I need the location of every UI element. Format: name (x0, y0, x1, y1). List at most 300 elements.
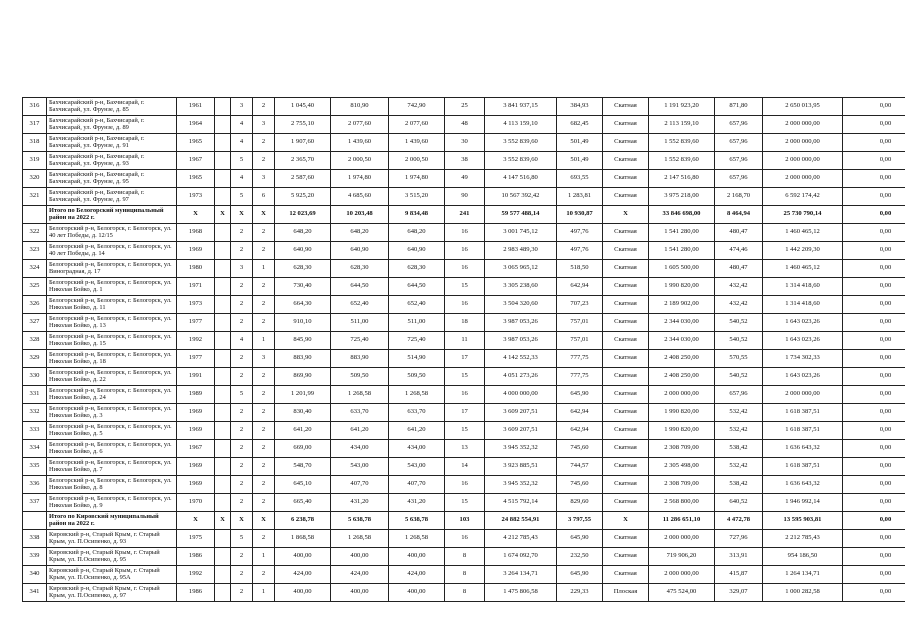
cell-specific-cost: 329,07 (715, 584, 763, 602)
cell-residents: 8 (445, 548, 485, 566)
cell-living-area: 652,40 (331, 296, 389, 314)
table-row (23, 98, 905, 116)
cell-fund-cost: 2 000 000,00 (649, 530, 715, 548)
cell-residents: 18 (445, 314, 485, 332)
cell-cost-per-sqm: 384,93 (557, 98, 603, 116)
cell-cost-per-sqm: 777,75 (557, 350, 603, 368)
cell-entrances: 2 (253, 98, 275, 116)
cell-cost-per-sqm: 1 283,81 (557, 188, 603, 206)
cell-roof-type: Плоская (603, 584, 649, 602)
cell-total-area: 2 755,10 (275, 116, 331, 134)
cell-entrances: 2 (253, 530, 275, 548)
cell-total-area: 424,00 (275, 566, 331, 584)
cell-other-cost: 0,00 (843, 134, 905, 152)
cell-residential-area: 633,70 (389, 404, 445, 422)
cell-entrances: 2 (253, 476, 275, 494)
cell-cost-per-sqm: 757,01 (557, 332, 603, 350)
cell-fund-cost: 1 990 820,00 (649, 422, 715, 440)
cell-other-cost: 0,00 (843, 476, 905, 494)
cell-living-area: 1 268,58 (331, 530, 389, 548)
cell-roof-type: Скатная (603, 242, 649, 260)
cell-residential-area: 652,40 (389, 296, 445, 314)
cell-year-renovated (215, 494, 231, 512)
cell-address: Белогорский р-н, Белогорск, г. Белогорск, ул. Николая Бойко, д. 11 (47, 296, 177, 314)
cell-residents: 16 (445, 260, 485, 278)
cell-residential-area: 742,90 (389, 98, 445, 116)
cell-address: Белогорский р-н, Белогорск, г. Белогорск, ул. 40 лет Победы, д. 12/15 (47, 224, 177, 242)
cell-year-renovated (215, 242, 231, 260)
cell-total-area: 12 023,69 (275, 206, 331, 224)
cell-total-area: 6 238,78 (275, 512, 331, 530)
cell-year-built: 1986 (177, 584, 215, 602)
cell-other-cost: 0,00 (843, 368, 905, 386)
cell-year-renovated (215, 116, 231, 134)
cell-cost-per-sqm: 757,01 (557, 314, 603, 332)
cell-limit-cost: 1 618 387,51 (763, 404, 843, 422)
cell-residents: 16 (445, 530, 485, 548)
cell-cost-per-sqm: 642,94 (557, 404, 603, 422)
cell-floors: 2 (231, 296, 253, 314)
cell-roof-type: Скатная (603, 170, 649, 188)
cell-fund-cost: 2 308 709,00 (649, 440, 715, 458)
cell-other-cost: 0,00 (843, 224, 905, 242)
cell-year-renovated (215, 548, 231, 566)
cell-year-renovated (215, 350, 231, 368)
cell-specific-cost: 474,46 (715, 242, 763, 260)
cell-year-renovated (215, 476, 231, 494)
cell-floors: 2 (231, 584, 253, 602)
cell-fund-cost: 2 000 000,00 (649, 566, 715, 584)
cell-limit-cost: 2 000 000,00 (763, 386, 843, 404)
cell-fund-cost: 1 990 820,00 (649, 278, 715, 296)
cell-year-renovated (215, 530, 231, 548)
cell-residents: 15 (445, 494, 485, 512)
cell-limit-cost: 1 618 387,51 (763, 458, 843, 476)
cell-roof-type: Скатная (603, 530, 649, 548)
cell-entrances: 2 (253, 386, 275, 404)
cell-repair-cost-total: 3 923 885,51 (485, 458, 557, 476)
cell-residents: 8 (445, 566, 485, 584)
cell-other-cost: 0,00 (843, 206, 905, 224)
cell-living-area: 2 077,60 (331, 116, 389, 134)
cell-floors: 2 (231, 404, 253, 422)
cell-total-area: 665,40 (275, 494, 331, 512)
cell-repair-cost-total: 4 000 000,00 (485, 386, 557, 404)
cell-floors: 5 (231, 188, 253, 206)
cell-living-area: 509,50 (331, 368, 389, 386)
cell-roof-type: Скатная (603, 404, 649, 422)
cell-specific-cost: 2 168,70 (715, 188, 763, 206)
cell-total-area: 641,20 (275, 422, 331, 440)
cell-specific-cost: 657,96 (715, 134, 763, 152)
cell-year-built: 1967 (177, 440, 215, 458)
cell-limit-cost: 1 636 643,32 (763, 440, 843, 458)
cell-cost-per-sqm: 744,57 (557, 458, 603, 476)
cell-roof-type: Скатная (603, 116, 649, 134)
cell-living-area: 725,40 (331, 332, 389, 350)
cell-floors: 4 (231, 170, 253, 188)
cell-total-area: 1 045,40 (275, 98, 331, 116)
cell-total-area: 640,90 (275, 242, 331, 260)
cell-living-area: 434,00 (331, 440, 389, 458)
cell-limit-cost: 2 000 000,00 (763, 134, 843, 152)
document-page (22, 97, 892, 602)
cell-other-cost: 0,00 (843, 458, 905, 476)
cell-address: Бахчисарайский р-н, Бахчисарай, г. Бахчисарай, ул. Фрунзе, д. 93 (47, 152, 177, 170)
cell-entrances: 2 (253, 494, 275, 512)
cell-fund-cost: 719 906,20 (649, 548, 715, 566)
cell-limit-cost: 1 460 465,12 (763, 260, 843, 278)
cell-residential-area: 1 439,60 (389, 134, 445, 152)
cell-residential-area: 640,90 (389, 242, 445, 260)
cell-year-built: 1968 (177, 224, 215, 242)
cell-address: Белогорский р-н, Белогорск, г. Белогорск, ул. Николая Бойко, д. 22 (47, 368, 177, 386)
cell-repair-cost-total: 24 882 554,91 (485, 512, 557, 530)
cell-repair-cost-total: 4 515 792,14 (485, 494, 557, 512)
cell-row-number: 333 (23, 422, 47, 440)
cell-specific-cost: 640,52 (715, 494, 763, 512)
cell-address: Белогорский р-н, Белогорск, г. Белогорск, ул. Николая Бойко, д. 5 (47, 422, 177, 440)
cell-year-renovated (215, 314, 231, 332)
cell-row-number: 338 (23, 530, 47, 548)
cell-floors: 2 (231, 566, 253, 584)
cell-total-area: 730,40 (275, 278, 331, 296)
cell-floors: 4 (231, 332, 253, 350)
cell-cost-per-sqm: 745,60 (557, 440, 603, 458)
cell-roof-type: Скатная (603, 152, 649, 170)
cell-year-built: 1971 (177, 278, 215, 296)
cell-cost-per-sqm: 501,49 (557, 134, 603, 152)
cell-year-built: 1986 (177, 548, 215, 566)
cell-specific-cost: 432,42 (715, 278, 763, 296)
cell-entrances: 3 (253, 350, 275, 368)
cell-repair-cost-total: 3 504 320,60 (485, 296, 557, 314)
cell-total-area: 830,40 (275, 404, 331, 422)
cell-specific-cost: 415,87 (715, 566, 763, 584)
cell-fund-cost: 1 541 280,00 (649, 242, 715, 260)
cell-residents: 16 (445, 224, 485, 242)
cell-other-cost: 0,00 (843, 566, 905, 584)
cell-year-built: 1969 (177, 458, 215, 476)
cell-row-number: 329 (23, 350, 47, 368)
cell-year-renovated (215, 278, 231, 296)
cell-total-area: 664,30 (275, 296, 331, 314)
table-row (23, 134, 905, 152)
cell-row-number: 319 (23, 152, 47, 170)
cell-limit-cost: 2 000 000,00 (763, 152, 843, 170)
cell-cost-per-sqm: 497,76 (557, 224, 603, 242)
cell-other-cost: 0,00 (843, 404, 905, 422)
cell-cost-per-sqm: 3 797,55 (557, 512, 603, 530)
cell-repair-cost-total: 3 264 134,71 (485, 566, 557, 584)
cell-residential-area: 2 077,60 (389, 116, 445, 134)
cell-year-built: 1980 (177, 260, 215, 278)
cell-repair-cost-total: 3 305 238,60 (485, 278, 557, 296)
cell-entrances: 2 (253, 458, 275, 476)
cell-floors: X (231, 512, 253, 530)
cell-specific-cost: 871,80 (715, 98, 763, 116)
cell-limit-cost: 1 264 134,71 (763, 566, 843, 584)
table-row (23, 404, 905, 422)
cell-row-number: 330 (23, 368, 47, 386)
cell-year-renovated (215, 422, 231, 440)
cell-residents: 13 (445, 440, 485, 458)
cell-year-renovated (215, 404, 231, 422)
cell-residential-area: 431,20 (389, 494, 445, 512)
cell-roof-type: Скатная (603, 548, 649, 566)
cell-residents: 49 (445, 170, 485, 188)
cell-entrances: X (253, 206, 275, 224)
cell-entrances: 1 (253, 260, 275, 278)
cell-repair-cost-total: 4 051 273,26 (485, 368, 557, 386)
cell-living-area: 1 268,58 (331, 386, 389, 404)
cell-total-area: 1 907,60 (275, 134, 331, 152)
cell-other-cost: 0,00 (843, 530, 905, 548)
cell-residential-area: 641,20 (389, 422, 445, 440)
cell-address: Бахчисарайский р-н, Бахчисарай, г. Бахчисарай, ул. Фрунзе, д. 85 (47, 98, 177, 116)
cell-address: Белогорский р-н, Белогорск, г. Белогорск, ул. Виноградная, д. 17 (47, 260, 177, 278)
cell-floors: 2 (231, 458, 253, 476)
cell-repair-cost-total: 10 567 392,42 (485, 188, 557, 206)
cell-floors: 2 (231, 548, 253, 566)
cell-living-area: 2 000,50 (331, 152, 389, 170)
cell-limit-cost: 2 650 013,95 (763, 98, 843, 116)
cell-limit-cost: 2 000 000,00 (763, 170, 843, 188)
cell-floors: 4 (231, 116, 253, 134)
cell-residential-area: 2 000,50 (389, 152, 445, 170)
cell-living-area: 644,50 (331, 278, 389, 296)
cell-total-area: 883,90 (275, 350, 331, 368)
cell-total-area: 910,10 (275, 314, 331, 332)
cell-fund-cost: 1 990 820,00 (649, 404, 715, 422)
cell-specific-cost: 657,96 (715, 116, 763, 134)
cell-year-renovated (215, 224, 231, 242)
cell-specific-cost: 532,42 (715, 404, 763, 422)
cell-row-number (23, 512, 47, 530)
cell-living-area: 1 974,80 (331, 170, 389, 188)
cell-residential-area: 3 515,20 (389, 188, 445, 206)
cell-year-built: 1992 (177, 566, 215, 584)
cell-entrances: 2 (253, 242, 275, 260)
cell-roof-type: X (603, 512, 649, 530)
cell-year-built: 1973 (177, 296, 215, 314)
cell-cost-per-sqm: 642,94 (557, 278, 603, 296)
cell-floors: 5 (231, 530, 253, 548)
cell-address: Белогорский р-н, Белогорск, г. Белогорск, ул. 40 лет Победы, д. 14 (47, 242, 177, 260)
cell-year-renovated (215, 566, 231, 584)
cell-limit-cost: 1 636 643,32 (763, 476, 843, 494)
cell-floors: 5 (231, 386, 253, 404)
cell-entrances: 2 (253, 566, 275, 584)
cell-row-number: 341 (23, 584, 47, 602)
cell-row-number: 318 (23, 134, 47, 152)
cell-year-built: 1967 (177, 152, 215, 170)
cell-roof-type: Скатная (603, 296, 649, 314)
cell-total-area: 845,90 (275, 332, 331, 350)
cell-limit-cost: 2 000 000,00 (763, 116, 843, 134)
cell-year-renovated (215, 458, 231, 476)
cell-total-area: 628,30 (275, 260, 331, 278)
cell-year-renovated (215, 152, 231, 170)
cell-cost-per-sqm: 642,94 (557, 422, 603, 440)
cell-other-cost: 0,00 (843, 188, 905, 206)
cell-other-cost: 0,00 (843, 422, 905, 440)
cell-specific-cost: 8 464,94 (715, 206, 763, 224)
cell-living-area: 641,20 (331, 422, 389, 440)
cell-entrances: 2 (253, 296, 275, 314)
cell-residential-area: 9 834,48 (389, 206, 445, 224)
cell-other-cost: 0,00 (843, 116, 905, 134)
cell-roof-type: Скатная (603, 440, 649, 458)
cell-address: Итого по Белогорский муниципальный район на 2022 г. (47, 206, 177, 224)
cell-specific-cost: 727,96 (715, 530, 763, 548)
cell-year-built: 1973 (177, 188, 215, 206)
cell-address: Бахчисарайский р-н, Бахчисарай, г. Бахчисарай, ул. Фрунзе, д. 89 (47, 116, 177, 134)
cell-roof-type: Скатная (603, 188, 649, 206)
cell-row-number: 323 (23, 242, 47, 260)
table-row (23, 386, 905, 404)
cell-address: Белогорский р-н, Белогорск, г. Белогорск, ул. Николая Бойко, д. 15 (47, 332, 177, 350)
cell-cost-per-sqm: 745,60 (557, 476, 603, 494)
cell-row-number: 324 (23, 260, 47, 278)
cell-roof-type: Скатная (603, 494, 649, 512)
cell-living-area: 810,90 (331, 98, 389, 116)
cell-entrances: 2 (253, 404, 275, 422)
table-row (23, 548, 905, 566)
cell-cost-per-sqm: 829,60 (557, 494, 603, 512)
cell-residential-area: 5 638,78 (389, 512, 445, 530)
cell-address: Белогорский р-н, Белогорск, г. Белогорск, ул. Николая Бойко, д. 13 (47, 314, 177, 332)
table-row (23, 332, 905, 350)
cell-residents: 11 (445, 332, 485, 350)
cell-floors: 3 (231, 260, 253, 278)
cell-other-cost: 0,00 (843, 152, 905, 170)
cell-living-area: 628,30 (331, 260, 389, 278)
cell-roof-type: Скатная (603, 458, 649, 476)
cell-fund-cost: 1 191 923,20 (649, 98, 715, 116)
cell-limit-cost: 1 314 418,60 (763, 278, 843, 296)
cell-repair-cost-total: 3 552 839,60 (485, 152, 557, 170)
cell-residential-area: 400,00 (389, 548, 445, 566)
cell-year-built: 1969 (177, 422, 215, 440)
cell-address: Кировский р-н, Старый Крым, г. Старый Крым, ул. П.Осипенко, д. 93 (47, 530, 177, 548)
cell-limit-cost: 2 212 785,43 (763, 530, 843, 548)
table-row (23, 530, 905, 548)
cell-cost-per-sqm: 645,90 (557, 530, 603, 548)
cell-living-area: 4 685,60 (331, 188, 389, 206)
cell-entrances: 1 (253, 548, 275, 566)
cell-fund-cost: 2 000 000,00 (649, 386, 715, 404)
cell-other-cost: 0,00 (843, 512, 905, 530)
cell-year-renovated (215, 332, 231, 350)
cell-year-built: 1965 (177, 134, 215, 152)
cell-roof-type: Скатная (603, 422, 649, 440)
cell-row-number: 337 (23, 494, 47, 512)
cell-row-number: 339 (23, 548, 47, 566)
cell-residents: 103 (445, 512, 485, 530)
cell-year-built: 1969 (177, 242, 215, 260)
cell-total-area: 645,10 (275, 476, 331, 494)
cell-entrances: 2 (253, 152, 275, 170)
cell-roof-type: Скатная (603, 260, 649, 278)
table-row (23, 566, 905, 584)
cell-row-number: 320 (23, 170, 47, 188)
cell-row-number: 332 (23, 404, 47, 422)
cell-cost-per-sqm: 693,55 (557, 170, 603, 188)
cell-living-area: 5 638,78 (331, 512, 389, 530)
cell-limit-cost: 1 442 209,30 (763, 242, 843, 260)
cell-living-area: 400,00 (331, 584, 389, 602)
cell-residential-area: 509,50 (389, 368, 445, 386)
cell-repair-cost-total: 3 609 207,51 (485, 404, 557, 422)
cell-residents: 48 (445, 116, 485, 134)
cell-living-area: 648,20 (331, 224, 389, 242)
cell-address: Белогорский р-н, Белогорск, г. Белогорск, ул. Николая Бойко, д. 3 (47, 404, 177, 422)
cell-cost-per-sqm: 645,90 (557, 386, 603, 404)
table-row (23, 188, 905, 206)
cell-specific-cost: 4 472,78 (715, 512, 763, 530)
cell-limit-cost: 1 314 418,60 (763, 296, 843, 314)
cell-fund-cost: 2 113 159,10 (649, 116, 715, 134)
cell-row-number: 327 (23, 314, 47, 332)
table-row (23, 458, 905, 476)
cell-floors: 2 (231, 224, 253, 242)
cell-repair-cost-total: 1 475 806,58 (485, 584, 557, 602)
cell-floors: 2 (231, 494, 253, 512)
cell-other-cost: 0,00 (843, 494, 905, 512)
cell-year-renovated (215, 386, 231, 404)
cell-repair-cost-total: 4 142 552,33 (485, 350, 557, 368)
cell-other-cost: 0,00 (843, 170, 905, 188)
cell-fund-cost: 475 524,00 (649, 584, 715, 602)
cell-residents: 30 (445, 134, 485, 152)
cell-row-number (23, 206, 47, 224)
cell-year-built: 1977 (177, 350, 215, 368)
table-row (23, 314, 905, 332)
cell-residential-area: 1 268,58 (389, 386, 445, 404)
cell-limit-cost: 1 000 282,58 (763, 584, 843, 602)
cell-cost-per-sqm: 497,76 (557, 242, 603, 260)
cell-roof-type: Скатная (603, 278, 649, 296)
cell-specific-cost: 480,47 (715, 260, 763, 278)
table-row (23, 170, 905, 188)
cell-entrances: 2 (253, 440, 275, 458)
cell-specific-cost: 540,52 (715, 368, 763, 386)
cell-year-renovated: X (215, 206, 231, 224)
table-row (23, 422, 905, 440)
cell-residential-area: 434,00 (389, 440, 445, 458)
table-total-row (23, 206, 905, 224)
cell-other-cost: 0,00 (843, 242, 905, 260)
cell-residential-area: 514,90 (389, 350, 445, 368)
cell-cost-per-sqm: 10 930,87 (557, 206, 603, 224)
cell-year-built: X (177, 206, 215, 224)
cell-fund-cost: 2 344 030,00 (649, 314, 715, 332)
cell-specific-cost: 432,42 (715, 296, 763, 314)
cell-other-cost: 0,00 (843, 584, 905, 602)
cell-fund-cost: 1 541 280,00 (649, 224, 715, 242)
cell-fund-cost: 2 344 030,00 (649, 332, 715, 350)
cell-roof-type: Скатная (603, 368, 649, 386)
cell-residents: 25 (445, 98, 485, 116)
cell-repair-cost-total: 1 674 092,70 (485, 548, 557, 566)
cell-repair-cost-total: 3 552 839,60 (485, 134, 557, 152)
cell-year-renovated (215, 98, 231, 116)
table-row (23, 152, 905, 170)
cell-year-built: 1989 (177, 386, 215, 404)
cell-living-area: 640,90 (331, 242, 389, 260)
cell-address: Белогорский р-н, Белогорск, г. Белогорск, ул. Николая Бойко, д. 1 (47, 278, 177, 296)
